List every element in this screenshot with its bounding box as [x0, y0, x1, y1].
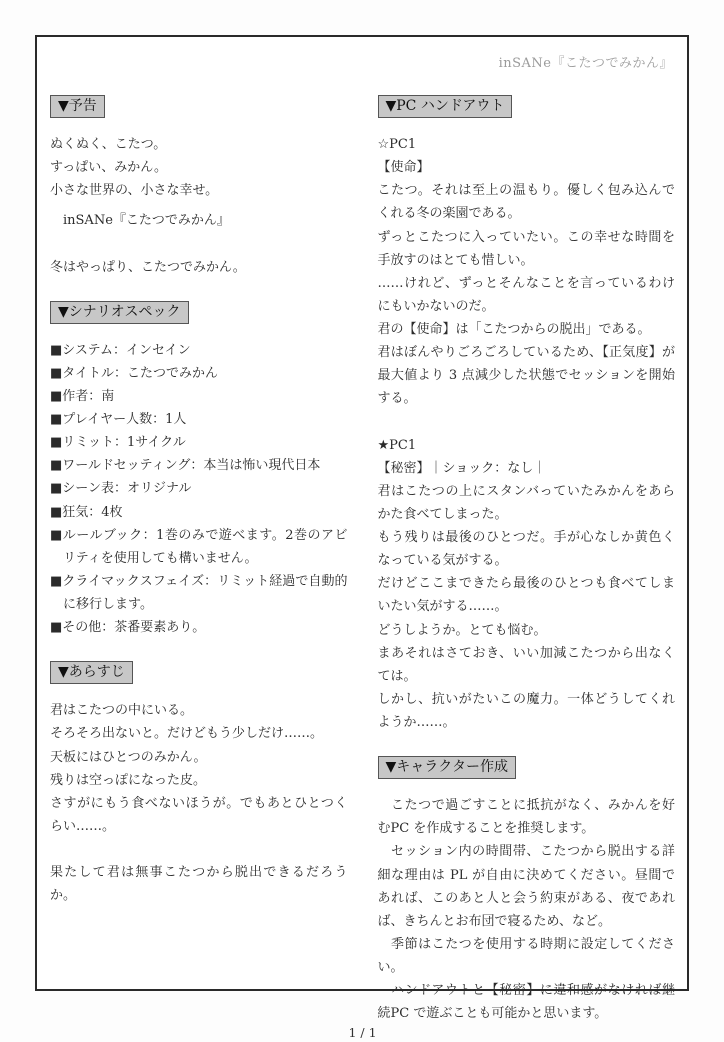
- spec-item-author: ■作者：南: [50, 388, 115, 404]
- spec-item-system: ■システム：インセイン: [50, 342, 191, 358]
- section-synopsis-header: [50, 661, 348, 684]
- spec-item-rulebook: ■ルールブック：1巻のみで遊べます。2巻のアビリティを使用しても構いません。: [50, 527, 348, 566]
- spacer: [50, 233, 348, 256]
- synopsis-line: 君はこたつの中にいる。: [50, 703, 194, 719]
- pc1-secret-paragraph: しかし、抗いがたいこの魔力。一体どうしてくれようか……。: [377, 691, 675, 730]
- trailer-line: 小さな世界の、小さな幸せ。: [50, 183, 219, 199]
- pc1-secret-paragraph: だけどここまできたら最後のひとつも食べてしまいたい気がする……。: [377, 576, 675, 615]
- spec-item-players: ■プレイヤー人数：1人: [50, 412, 187, 427]
- pc1-mission-paragraph: 君はぼんやりごろごろしているため、【正気度】が最大値より 3 点減少した状態でセッションを開始する。: [377, 345, 675, 407]
- spec-item-climax-phase: ■クライマックスフェイズ：リミット経過で自動的に移行します。: [50, 573, 348, 612]
- synopsis-line: そろそろ出ないと。だけどもう少しだけ……。: [50, 726, 324, 742]
- charmake-paragraph: 季節はこたつを使用する時期に設定してください。: [377, 936, 675, 975]
- pc1-mission-label: 【使命】: [377, 160, 430, 176]
- pc1-mission-paragraph: こたつ。それは至上の温もり。優しく包み込んでくれる冬の楽園である。: [377, 183, 675, 222]
- charmake-paragraph: こたつで過ごすことに抵抗がなく、みかんを好むPC を作成することを推奨します。: [377, 798, 675, 837]
- pc1-mission-paragraph: 君の【使命】は「こたつからの脱出」である。: [377, 322, 651, 337]
- pc1-secret-heading: ★PC1: [377, 437, 417, 453]
- pc1-mission-paragraph: ……けれど、ずっとそんなことを言っているわけにもいかないのだ。: [377, 275, 675, 314]
- spec-item-madness: ■狂気：4枚: [50, 504, 123, 520]
- section-title-trailer: ▼予告: [50, 95, 105, 118]
- pc1-secret-paragraph: もう残りは最後のひとつだ。手が心なしか黄色くなっている気がする。: [377, 530, 675, 569]
- pc1-mission-paragraph: ずっとこたつに入っていたい。この幸せな時間を手放すのはとても惜しい。: [377, 229, 675, 268]
- two-column-layout: [50, 95, 675, 1025]
- spacer: [50, 838, 348, 861]
- pc1-mission-heading: ☆PC1: [377, 137, 417, 152]
- trailer-line: すっぱい、みかん。: [50, 160, 168, 176]
- charmake-paragraph: ハンドアウトと【秘密】に違和感がなければ継続PC で遊ぶことも可能かと思います。: [377, 983, 675, 1022]
- synopsis-line: 残りは空っぽになった皮。: [50, 772, 207, 788]
- section-handout-header: [378, 95, 676, 118]
- pc1-secret-label: 【秘密】｜ショック：なし｜: [377, 460, 547, 476]
- synopsis-line: 天板にはひとつのみかん。: [50, 749, 207, 765]
- pc1-secret-paragraph: まあそれはさておき、いい加減こたつから出なくては。: [377, 645, 675, 684]
- section-trailer-header: [50, 95, 348, 118]
- doc-title: inSANe『こたつでみかん』: [498, 56, 673, 71]
- synopsis-line: さすがにもう食べないほうが。でもあとひとつくらい……。: [50, 795, 348, 834]
- charmake-paragraph: セッション内の時間帯、こたつから脱出する詳細な理由は PL が自由に決めてください。昼間であれば、このあと人と会う約束がある、夜であれば、きちんとお布団で寝るため、など。: [377, 844, 675, 929]
- page-number: 1 / 1: [348, 1025, 377, 1041]
- document-sheet: [35, 35, 689, 1041]
- left-column: [50, 95, 348, 907]
- spec-item-scene-table: ■シーン表：オリジナル: [50, 481, 192, 497]
- spacer: [50, 202, 348, 209]
- trailer-line: ぬくぬく、こたつ。: [50, 137, 167, 152]
- synopsis-line: 果たして君は無事こたつから脱出できるだろうか。: [50, 865, 348, 904]
- pc1-secret-paragraph: どうしようか。とても悩む。: [377, 622, 547, 638]
- section-title-synopsis: ▼あらすじ: [50, 661, 133, 684]
- section-title-character-creation: ▼キャラクター作成: [378, 756, 517, 779]
- section-spec-header: [50, 301, 348, 324]
- spec-item-limit: ■リミット：1サイクル: [50, 435, 186, 451]
- spacer: [378, 411, 676, 434]
- section-title-spec: ▼シナリオスペック: [50, 301, 189, 324]
- right-column: [378, 95, 676, 1025]
- trailer-line: 冬はやっぱり、こたつでみかん。: [50, 259, 246, 275]
- spec-item-world-setting: ■ワールドセッティング：本当は怖い現代日本: [50, 458, 321, 474]
- trailer-scenario-title-line: inSANe『こたつでみかん』: [50, 213, 230, 229]
- spec-item-title: ■タイトル：こたつでみかん: [50, 365, 219, 381]
- pc1-secret-paragraph: 君はこたつの上にスタンバっていたみかんをあらかた食べてしまった。: [377, 483, 675, 522]
- section-charmake-header: [378, 756, 676, 779]
- section-title-pc-handout: ▼PC ハンドアウト: [378, 95, 513, 118]
- spec-item-other: ■その他：茶番要素あり。: [50, 620, 206, 636]
